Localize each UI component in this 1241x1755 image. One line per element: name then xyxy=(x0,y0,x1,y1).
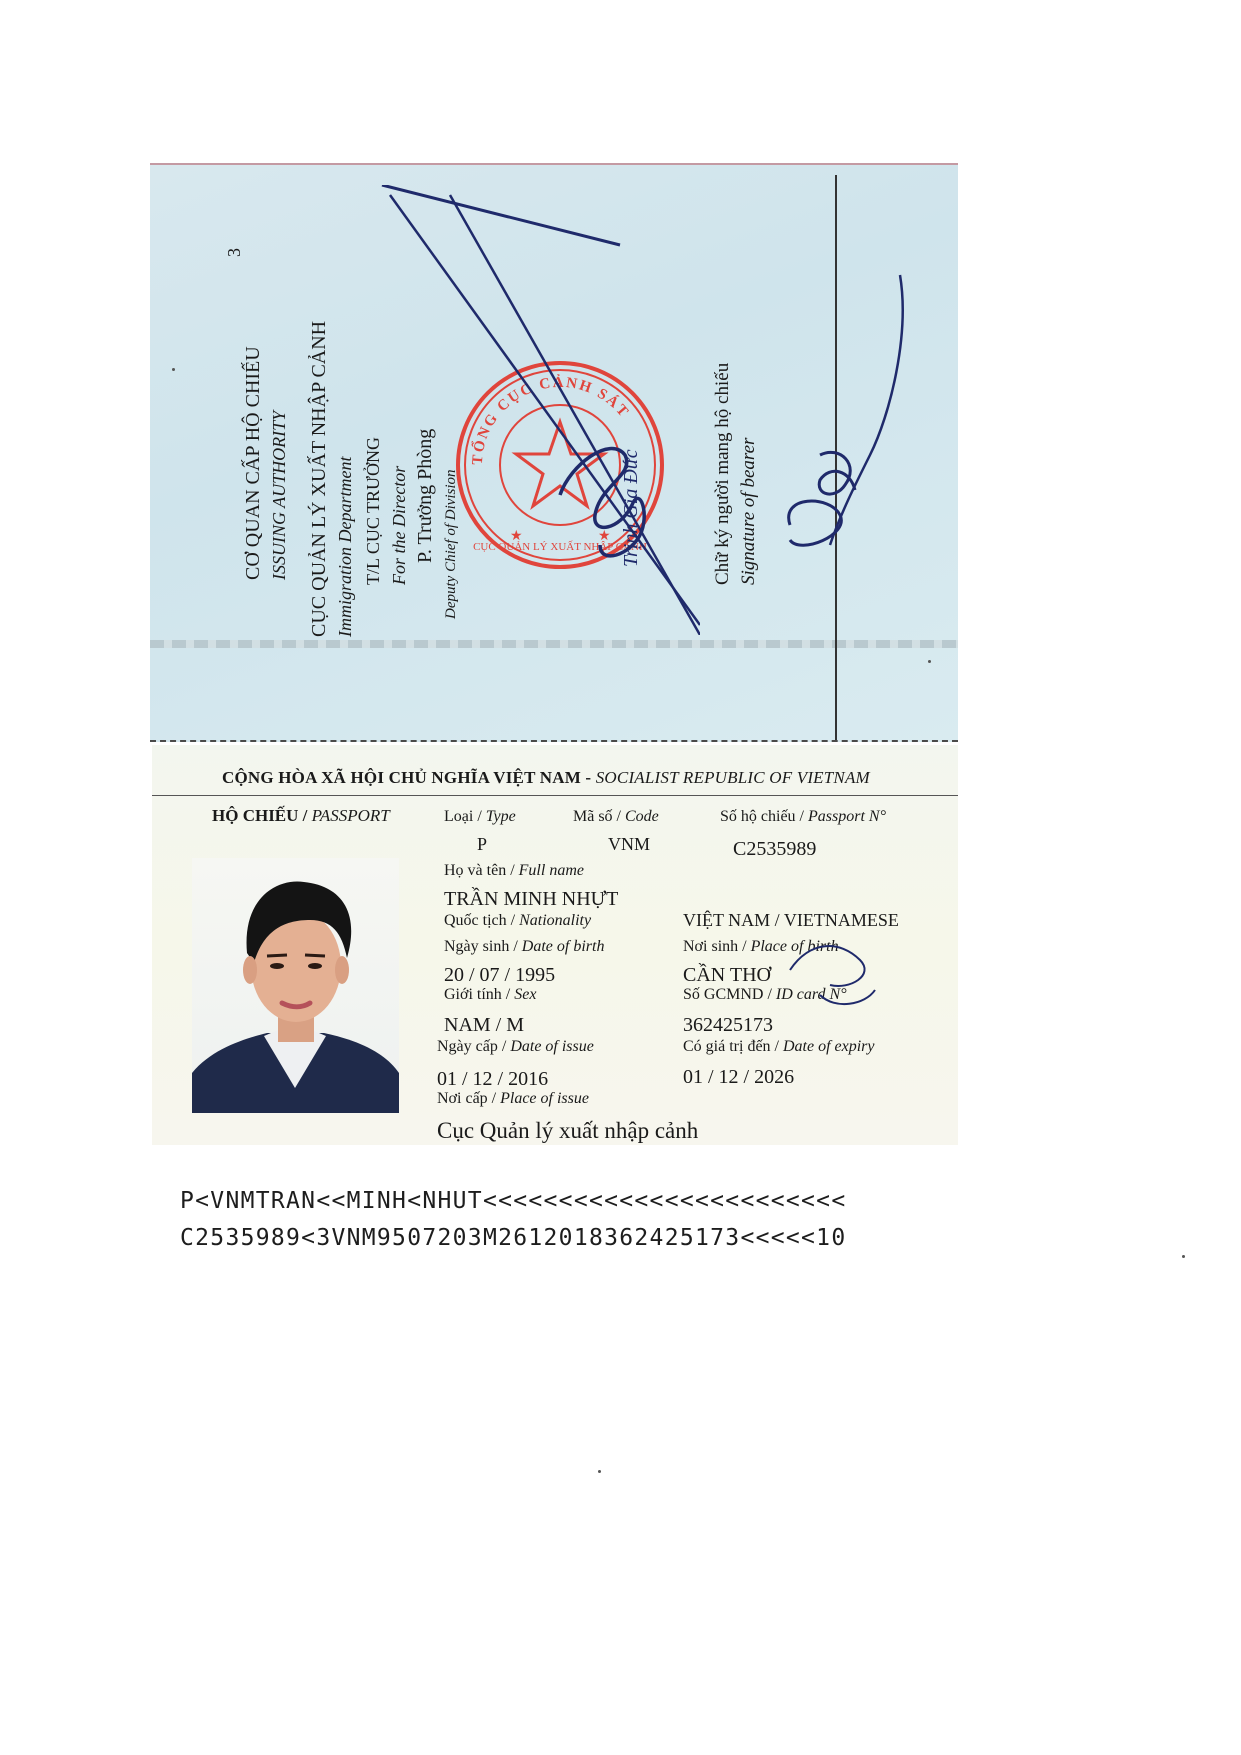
full-name-value: TRẦN MINH NHỰT xyxy=(444,888,619,910)
date-of-expiry-value: 01 / 12 / 2026 xyxy=(683,1066,795,1088)
scan-speck xyxy=(172,368,175,371)
header-rule xyxy=(152,795,958,796)
date-of-birth-value: 20 / 07 / 1995 xyxy=(444,964,556,986)
full-name-label: Họ và tên / Full name xyxy=(444,862,584,879)
date-of-issue-value: 01 / 12 / 2016 xyxy=(437,1068,549,1090)
id-card-label: Số GCMND / ID card N° xyxy=(683,986,847,1003)
country-header: CỘNG HÒA XÃ HỘI CHỦ NGHĨA VIỆT NAM - SOCIALIST REPUBLIC OF VIETNAM xyxy=(222,768,870,787)
bearer-signature-vn: Chữ ký người mang hộ chiếu xyxy=(712,362,733,585)
passport-number-label: Số hộ chiếu / Passport N° xyxy=(720,808,886,825)
place-of-birth-value: CẦN THƠ xyxy=(683,964,771,986)
department-vn: CỤC QUẢN LÝ XUẤT NHẬP CẢNH xyxy=(308,320,330,637)
official-signature xyxy=(370,185,700,635)
scan-speck xyxy=(598,1470,601,1473)
bearer-signature-labels xyxy=(710,363,762,585)
svg-text:★: ★ xyxy=(510,529,523,544)
passport-number-value: C2535989 xyxy=(733,838,817,860)
country-name-en: SOCIALIST REPUBLIC OF VIETNAM xyxy=(595,768,870,787)
holder-photo xyxy=(192,858,399,1113)
issuing-authority-vn: CƠ QUAN CẤP HỘ CHIẾU xyxy=(242,346,264,580)
document-type-label: HỘ CHIẾU / PASSPORT xyxy=(212,806,390,825)
issuing-authority-en: ISSUING AUTHORITY xyxy=(269,410,289,580)
date-of-issue-label: Ngày cấp / Date of issue xyxy=(437,1038,594,1055)
date-of-birth-label: Ngày sinh / Date of birth xyxy=(444,938,605,955)
portrait-image xyxy=(192,858,399,1113)
type-label: Loại / Type xyxy=(444,808,516,825)
scan-speck xyxy=(928,660,931,663)
deputy-en: Deputy Chief of Division xyxy=(443,469,459,619)
data-page-signature xyxy=(780,930,890,1020)
signer-name: Trịnh Gia Đức xyxy=(620,449,642,567)
department-en: Immigration Department xyxy=(335,456,355,637)
bearer-signature-en: Signature of bearer xyxy=(738,437,759,585)
code-label: Mã số / Code xyxy=(573,808,659,825)
place-of-birth-label: Nơi sinh / Place of birth xyxy=(683,938,839,955)
for-director-vn: T/L CỤC TRƯỞNG xyxy=(363,437,383,585)
date-of-expiry-label: Có giá trị đến / Date of expiry xyxy=(683,1038,875,1055)
for-director-en: For the Director xyxy=(389,465,409,585)
type-value: P xyxy=(477,834,488,854)
nationality-label: Quốc tịch / Nationality xyxy=(444,912,592,929)
stamp-outer-text: TỔNG CỤC CẢNH SÁT xyxy=(469,374,633,466)
id-card-value: 362425173 xyxy=(683,1014,773,1036)
nationality-value: VIỆT NAM / VIETNAMESE xyxy=(683,910,899,930)
bearer-signature xyxy=(760,255,960,575)
mrz-line-1: P<VNMTRAN<<MINH<NHUT<<<<<<<<<<<<<<<<<<<<<<<< xyxy=(180,1188,847,1214)
place-of-issue-value: Cục Quản lý xuất nhập cảnh xyxy=(437,1118,699,1143)
page-number: 3 xyxy=(224,248,244,257)
code-value: VNM xyxy=(608,834,651,854)
mrz-line-2: C2535989<3VNM9507203M2612018362425173<<<<<10 xyxy=(180,1225,847,1251)
page-fold-line xyxy=(150,740,958,742)
signer-name-block xyxy=(618,449,644,567)
sex-value: NAM / M xyxy=(444,1014,525,1036)
scan-speck xyxy=(1182,1255,1185,1258)
country-name-vn: CỘNG HÒA XÃ HỘI CHỦ NGHĨA VIỆT NAM xyxy=(222,768,581,787)
svg-text:★: ★ xyxy=(598,529,611,544)
issuing-authority-block xyxy=(240,346,292,580)
sex-label: Giới tính / Sex xyxy=(444,986,537,1003)
place-of-issue-label: Nơi cấp / Place of issue xyxy=(437,1090,589,1107)
department-block xyxy=(306,321,358,637)
stamp-bottom-text: CỤC QUẢN LÝ XUẤT NHẬP CẢNH xyxy=(473,541,647,553)
observations-page xyxy=(150,163,958,742)
deputy-vn: P. Trưởng Phòng xyxy=(414,428,436,563)
